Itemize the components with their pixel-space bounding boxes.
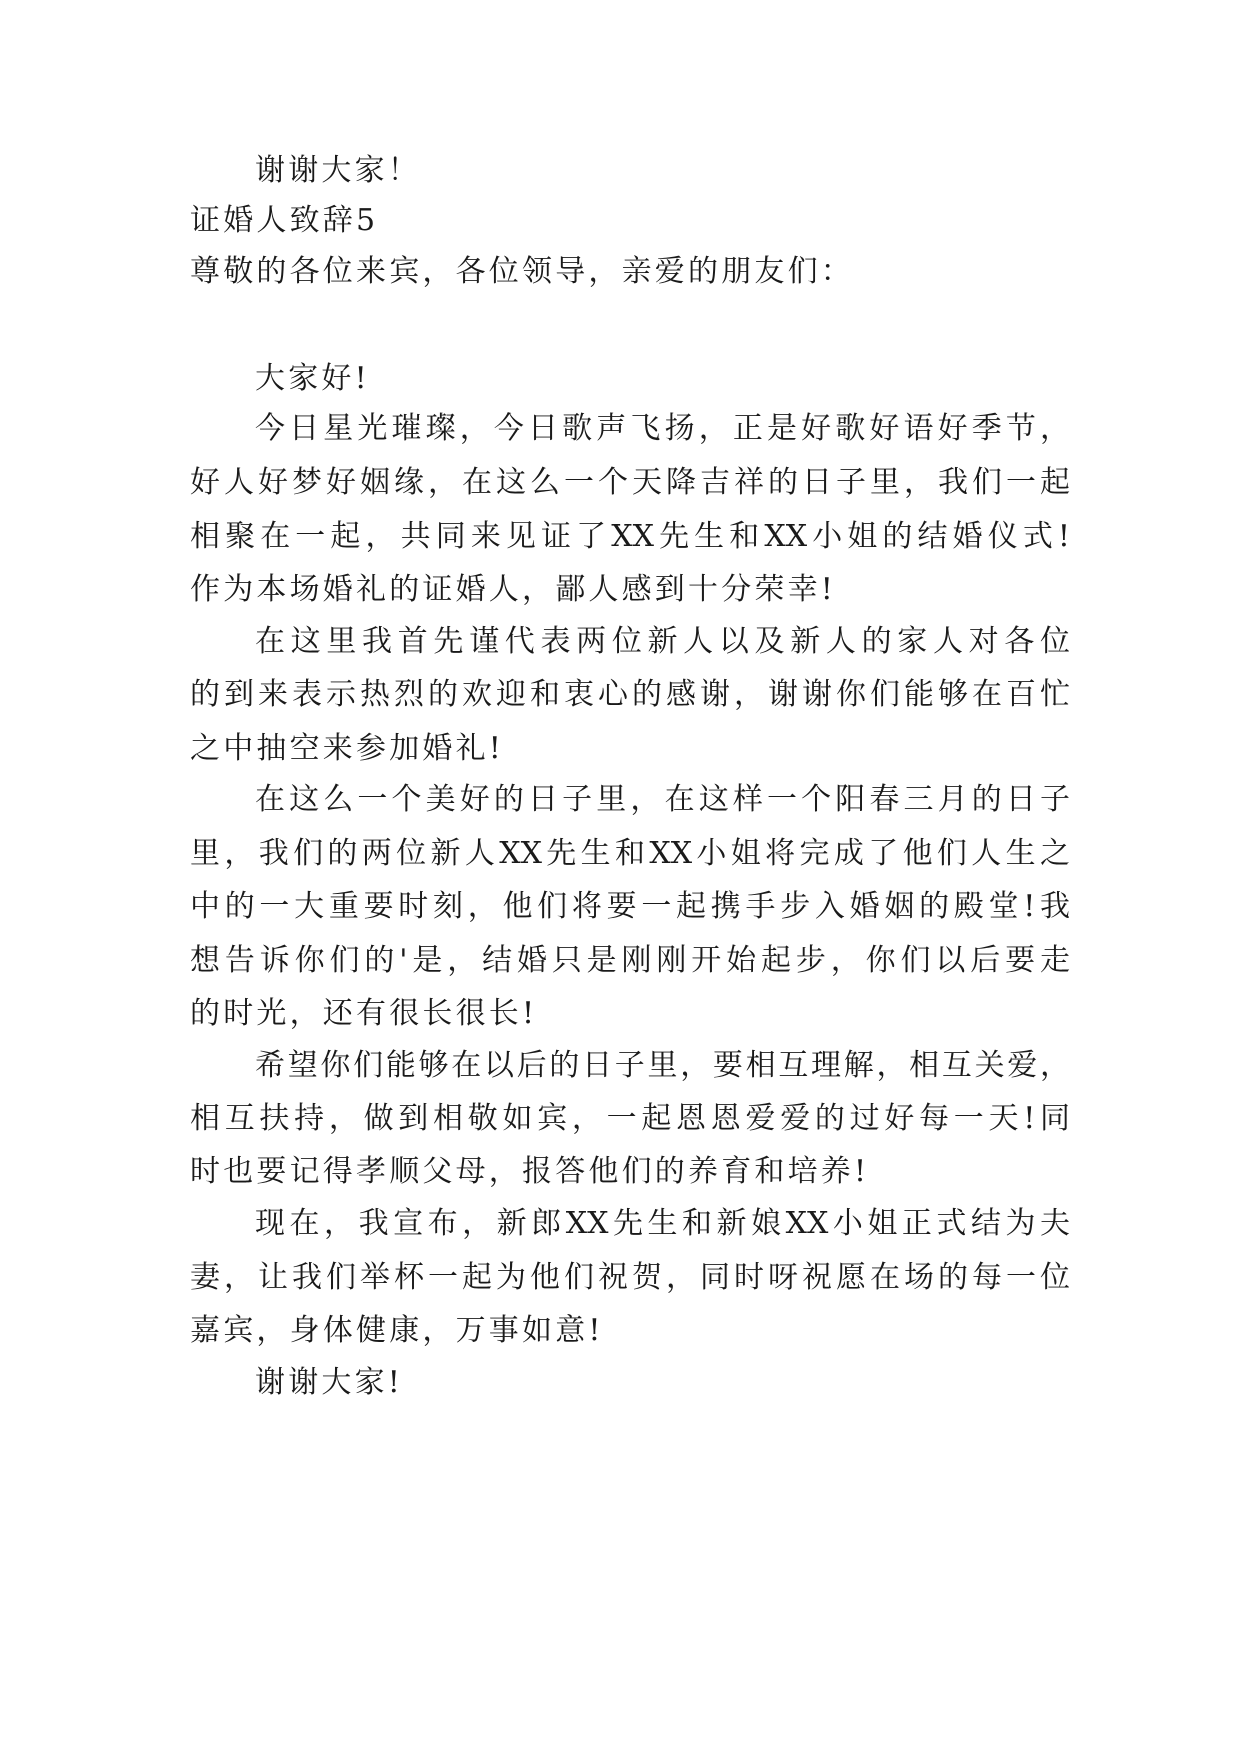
closing-thanks: 谢谢大家! [255, 1365, 404, 1400]
paragraph-2-line-1: 在这里我首先谨代表两位新人以及新人的家人对各位 [255, 624, 1070, 659]
paragraph-3-line-4: 想告诉你们的'是，结婚只是刚刚开始起步，你们以后要走 [190, 943, 1070, 978]
closing-thanks-previous: 谢谢大家！ [255, 153, 421, 188]
paragraph-4-line-1: 希望你们能够在以后的日子里，要相互理解，相互关爱， [255, 1048, 1070, 1083]
paragraph-5-line-2: 妻，让我们举杯一起为他们祝贺，同时呀祝愿在场的每一位 [190, 1260, 1070, 1295]
paragraph-5-line-1: 现在，我宣布，新郎XX先生和新娘XX小姐正式结为夫 [255, 1206, 1070, 1241]
paragraph-3-line-5: 的时光，还有很长很长! [190, 996, 538, 1031]
paragraph-4-line-3: 时也要记得孝顺父母，报答他们的养育和培养! [190, 1154, 870, 1189]
paragraph-3-line-1: 在这么一个美好的日子里，在这样一个阳春三月的日子 [255, 782, 1070, 817]
greeting: 大家好! [255, 361, 370, 396]
paragraph-5-line-3: 嘉宾，身体健康，万事如意! [190, 1313, 604, 1348]
paragraph-1-line-2: 好人好梦好姻缘，在这么一个天降吉祥的日子里，我们一起 [190, 465, 1070, 500]
paragraph-1-line-1: 今日星光璀璨，今日歌声飞扬，正是好歌好语好季节， [255, 411, 1070, 446]
paragraph-1-line-4: 作为本场婚礼的证婚人，鄙人感到十分荣幸! [190, 572, 837, 607]
paragraph-3-line-3: 中的一大重要时刻，他们将要一起携手步入婚姻的殿堂!我 [190, 889, 1070, 924]
paragraph-2-line-3: 之中抽空来参加婚礼! [190, 731, 505, 766]
paragraph-2-line-2: 的到来表示热烈的欢迎和衷心的感谢，谢谢你们能够在百忙 [190, 677, 1070, 712]
section-title: 证婚人致辞5 [190, 203, 379, 238]
salutation: 尊敬的各位来宾，各位领导，亲爱的朋友们： [190, 254, 854, 289]
paragraph-4-line-2: 相互扶持，做到相敬如宾，一起恩恩爱爱的过好每一天!同 [190, 1101, 1070, 1136]
paragraph-3-line-2: 里，我们的两位新人XX先生和XX小姐将完成了他们人生之 [190, 836, 1070, 871]
paragraph-1-line-3: 相聚在一起，共同来见证了XX先生和XX小姐的结婚仪式! [190, 519, 1070, 554]
